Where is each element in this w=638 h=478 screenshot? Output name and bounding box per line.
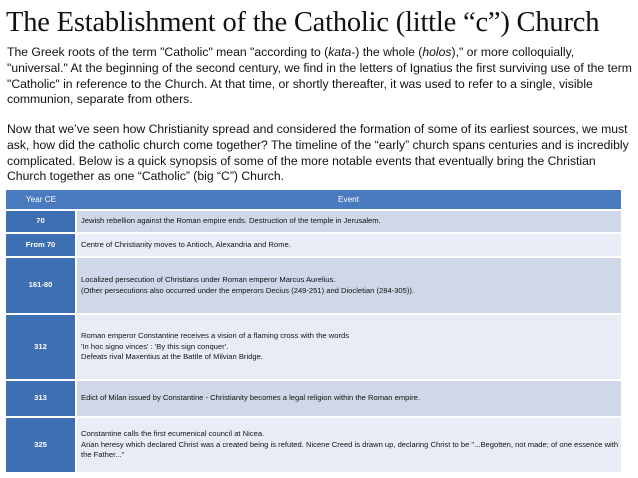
event-line: Jewish rebellion against the Roman empire ends. Destruction of the temple in Jerusalem. — [81, 216, 381, 226]
intro-text-1: The Greek roots of the term "Catholic" mean "according to ( — [7, 45, 329, 59]
row-year: 312 — [6, 314, 76, 380]
row-year: From 70 — [6, 233, 76, 257]
row-year: 70 — [6, 210, 76, 233]
intro-term-holos: holos — [422, 45, 452, 59]
event-line: Localized persecution of Christians under Roman emperor Marcus Aurelius. — [81, 275, 336, 284]
event-line: Defeats rival Maxentius at the Battle of Milvian Bridge. — [81, 352, 263, 362]
table-row — [6, 314, 621, 380]
row-year: 325 — [6, 417, 76, 473]
table-header-row — [6, 190, 621, 210]
row-year: 161-80 — [6, 257, 76, 314]
intro-term-kata: kata — [328, 45, 352, 59]
timeline-table — [6, 190, 621, 474]
event-line: Centre of Christianity moves to Antioch, Alexandria and Rome. — [81, 239, 291, 249]
row-event — [76, 380, 621, 417]
table-row — [6, 257, 621, 314]
slide-title: The Establishment of the Catholic (little “c”) Church — [6, 7, 600, 38]
intro-text-3: )," or more colloquially, "universal." At the beginning of the second century, we find in the letters of Ignatius the first surviving use of the term "Catholic" in reference to the Church. At that time, or shortly thereafter, it was used to refer to a single, visible communion, separate from others. — [7, 45, 632, 107]
header-event: Event — [76, 190, 621, 210]
synopsis-paragraph: Now that we’ve seen how Christianity spread and considered the formation of some of its earliest sources, we must ask, how did the catholic church come together? The timeline of the “early” church spans centuries and is incredibly complicated. Below is a quick synopsis of some of the more notable events that eventually bring the Christian Church together as one “Catholic” (big “C”) Church. — [7, 122, 629, 184]
event-line: (Other persecutions also occurred under the emperors Decius (249-251) and Diocletian (284-305)). — [81, 285, 415, 295]
row-event — [76, 417, 621, 473]
table-row — [6, 380, 621, 417]
event-line: Constantine calls the first ecumenical council at Nicea. — [81, 429, 265, 439]
table-row — [6, 233, 621, 257]
event-line: Edict of Milan issued by Constantine - Christianity becomes a legal religion within the Roman empire. — [81, 393, 420, 403]
intro-text-2: -) the whole ( — [351, 45, 423, 59]
row-event — [76, 233, 621, 257]
row-year: 313 — [6, 380, 76, 417]
intro-paragraph — [7, 45, 635, 108]
table-row — [6, 210, 621, 233]
row-event — [76, 257, 621, 314]
event-line: Roman emperor Constantine receives a vision of a flaming cross with the words — [81, 331, 350, 341]
row-event — [76, 314, 621, 380]
row-event — [76, 210, 621, 233]
event-line: 'In hoc signo vinces' : 'By this sign conquer'. — [81, 341, 229, 351]
table-row — [6, 417, 621, 473]
header-year: Year CE — [6, 190, 76, 210]
event-line: Arian heresy which declared Christ was a created being is refuted. Nicene Creed is drawn up, declaring Christ to be "...Begotten, not made; of one essence with the Father..." — [81, 439, 619, 460]
